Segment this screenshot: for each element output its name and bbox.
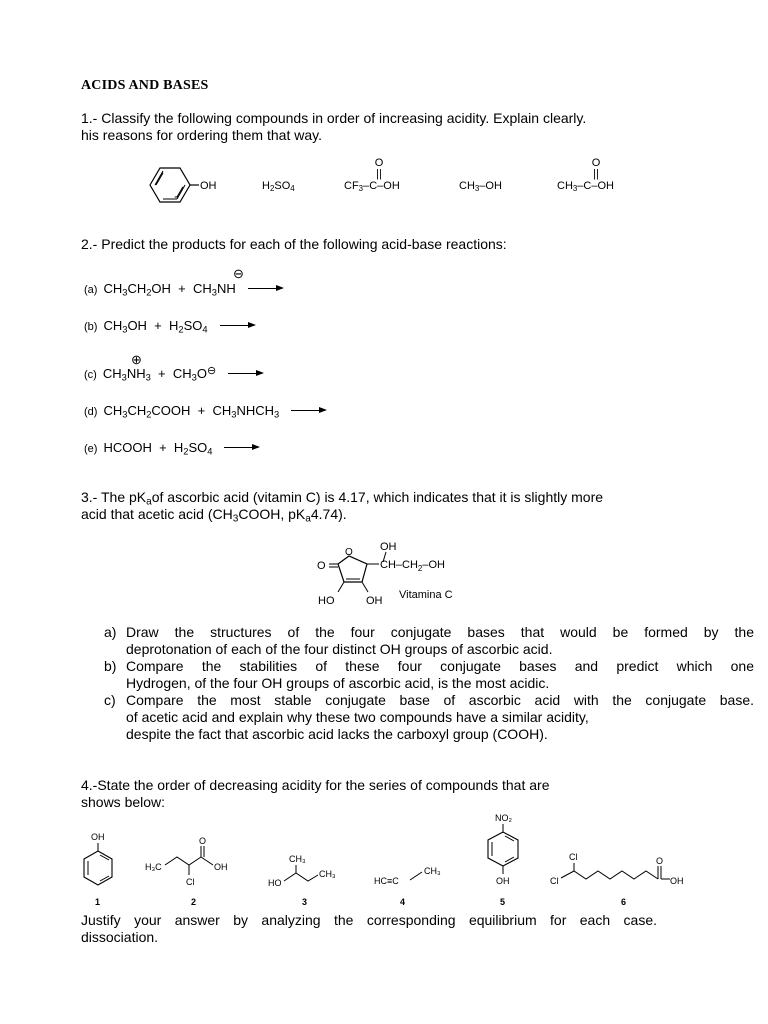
reaction-arrow xyxy=(228,373,262,374)
ring-o: O xyxy=(345,547,353,558)
compound-5-nitrophenol xyxy=(478,810,528,890)
question-4-text: 4.-State the order of decreasing acidity for the series of compounds that are shows below: xyxy=(81,777,550,810)
question-3-text: 3.- The $pK_aof$ ascorbic acid (vitamin C) is 4.17, which indicates that it is slightly more acid that acetic acid ($CH_3COOH$, $pK_a4.74$). xyxy=(81,489,604,525)
compound-number: 4 xyxy=(400,897,406,907)
svg-text:O: O xyxy=(199,836,207,846)
compound-number: 3 xyxy=(302,897,308,907)
list-item: c) Compare the most stable conjugate base of ascorbic acid with the conjugate base. of acetic acid and explain why these two compounds have a similar acidity, despite the fact that ascorbic acid lacks the carboxyl group (COOH). xyxy=(104,692,754,742)
svg-text:CH₃: CH₃ xyxy=(424,866,441,876)
charge-minus-icon: ⊖ xyxy=(233,266,244,281)
reaction-a: (a) $CH_3CH_2OH + CH_3NH$ xyxy=(84,281,282,296)
question-3-items xyxy=(104,624,754,743)
reaction-e: (e) HCOOH + $H_2SO_4$ xyxy=(84,440,258,455)
compound-number: 5 xyxy=(500,897,506,907)
question-4-justify: Justify your answer by analyzing the corresponding equilibrium for each case. dissociation. xyxy=(81,912,657,945)
phenol-structure xyxy=(145,160,225,210)
acetic-acid: $CH_3-C-OH$ xyxy=(557,180,614,193)
vitamin-c-caption: Vitamina C xyxy=(399,589,453,601)
svg-text:OH: OH xyxy=(496,876,510,886)
charge-minus-icon: ⊖ xyxy=(206,365,217,377)
acetic-carbonyl: O || xyxy=(591,157,601,180)
reaction-arrow xyxy=(248,288,282,289)
question-1-text: 1.- Classify the following compounds in order of increasing acidity. Explain clearly. his reasons for ordering them that way. xyxy=(81,110,587,143)
compound-1-phenol xyxy=(78,825,118,890)
svg-text:HO: HO xyxy=(268,878,282,888)
svg-text:O: O xyxy=(656,856,664,866)
ascorbic-acid-structure xyxy=(310,536,480,608)
reaction-b: (b) $CH_3OH + H_2SO_4$ xyxy=(84,318,254,333)
svg-text:Cl: Cl xyxy=(569,852,578,862)
compound-number: 1 xyxy=(95,897,101,907)
svg-text:Cl: Cl xyxy=(550,876,559,886)
compound-number: 6 xyxy=(621,897,627,907)
svg-text:OH: OH xyxy=(670,876,684,886)
ascorbic-ho: HO xyxy=(318,595,335,607)
reaction-d: (d) $CH_3CH_2COOH$ + $CH_3NHCH_3$ xyxy=(84,403,325,418)
page-title: ACIDS AND BASES xyxy=(81,78,209,93)
reaction-arrow xyxy=(224,447,258,448)
svg-text:Cl: Cl xyxy=(186,877,195,887)
ascorbic-oh: OH xyxy=(366,595,383,607)
list-item: b) Compare the stabilities of these four conjugate bases and predict which one Hydrogen, of the four OH groups of ascorbic acid, is the most acidic. xyxy=(104,658,754,691)
svg-text:HC≡C: HC≡C xyxy=(374,876,399,886)
svg-text:OH: OH xyxy=(91,832,105,842)
ascorbic-side-chain: $CH-CH_2-OH$ xyxy=(380,559,445,573)
list-item: a) Draw the structures of the four conjugate bases that would be formed by the deprotonation of each of the four distinct OH groups of ascorbic acid. xyxy=(104,624,754,657)
reaction-arrow xyxy=(291,410,325,411)
reaction-arrow xyxy=(220,325,254,326)
phenol-oh-label: OH xyxy=(200,180,217,192)
reaction-c: (c) $CH_3NH_3 + CH_3O^⊖$ xyxy=(84,364,262,381)
compound-number: 2 xyxy=(191,897,197,907)
svg-text:OH: OH xyxy=(214,862,228,872)
svg-text:H₃C: H₃C xyxy=(145,862,162,872)
question-2-text: 2.- Predict the products for each of the following acid-base reactions: xyxy=(81,236,507,252)
svg-text:CH₃: CH₃ xyxy=(289,854,306,864)
svg-text:NO₂: NO₂ xyxy=(495,813,512,823)
compound-3 xyxy=(266,846,346,890)
compound-2 xyxy=(143,832,243,890)
svg-text:CH₃: CH₃ xyxy=(319,869,336,879)
compound-6 xyxy=(548,848,698,890)
tfa-carbonyl: O || xyxy=(374,157,384,180)
compound-4 xyxy=(372,858,462,890)
sulfuric-acid: $H_2SO_4$ xyxy=(262,180,295,193)
trifluoroacetic-acid: $CF_3-C-OH$ xyxy=(344,180,400,193)
carbonyl-o: O xyxy=(317,560,326,572)
methanol: $CH_3-OH$ xyxy=(459,180,502,193)
charge-plus-icon: ⊕ xyxy=(131,352,142,367)
ascorbic-oh-top: OH xyxy=(380,541,397,553)
